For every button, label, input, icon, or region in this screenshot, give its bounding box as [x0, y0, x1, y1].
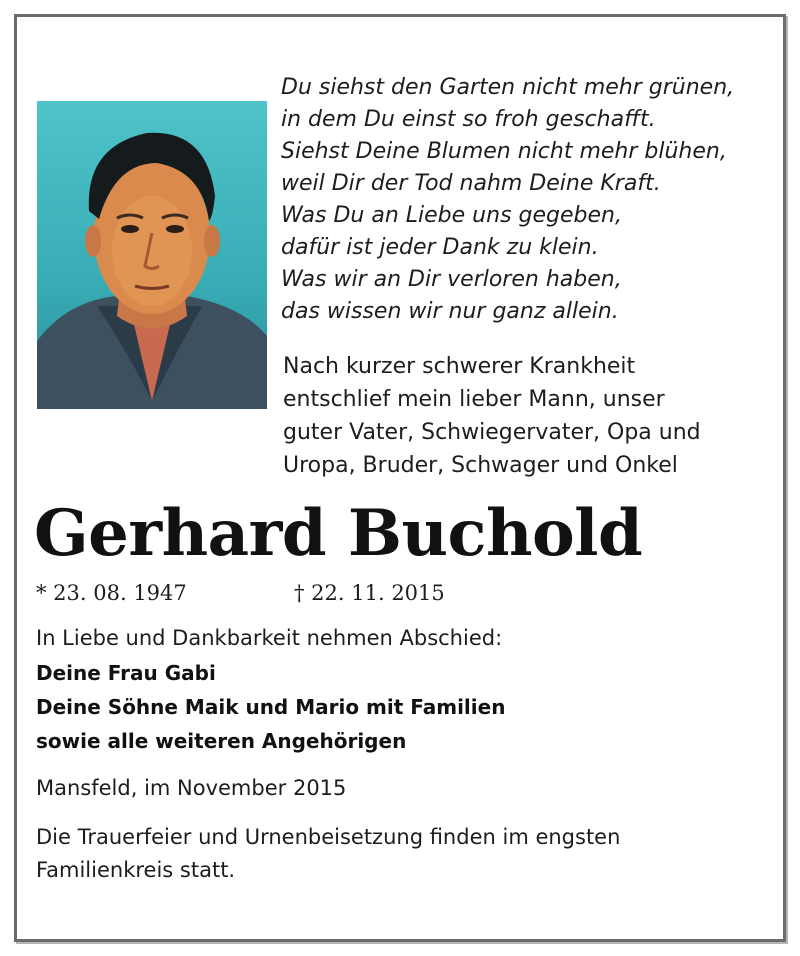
poem	[281, 72, 781, 328]
portrait-illustration	[37, 101, 267, 409]
farewell-line: In Liebe und Dankbarkeit nehmen Abschied:	[36, 626, 503, 650]
life-dates	[36, 578, 445, 608]
death-date: † 22. 11. 2015	[294, 581, 445, 605]
deceased-name: Gerhard Buchold	[34, 496, 643, 571]
poem-line: dafür ist jeder Dank zu klein.	[281, 235, 599, 260]
poem-line: Was wir an Dir verloren haben,	[281, 267, 622, 292]
announcement-line: guter Vater, Schwiegervater, Opa und	[283, 420, 701, 445]
ceremony-line: Familienkreis statt.	[36, 858, 236, 882]
place-date: Mansfeld, im November 2015	[36, 776, 347, 800]
mourner-entry: Deine Frau Gabi	[36, 661, 216, 685]
announcement-line: Uropa, Bruder, Schwager und Onkel	[283, 453, 678, 478]
poem-line: das wissen wir nur ganz allein.	[281, 299, 619, 324]
ceremony-note	[36, 821, 756, 887]
announcement-line: Nach kurzer schwerer Krankheit	[283, 354, 636, 379]
poem-line: Siehst Deine Blumen nicht mehr blühen,	[281, 139, 727, 164]
mourner-entry: Deine Söhne Maik und Mario mit Familien	[36, 695, 506, 719]
portrait-photo	[37, 101, 267, 409]
announcement-line: entschlief mein lieber Mann, unser	[283, 387, 665, 412]
poem-line: Was Du an Liebe uns gegeben,	[281, 203, 622, 228]
mourners-list	[36, 656, 505, 758]
mourner-entry: sowie alle weiteren Angehörigen	[36, 729, 407, 753]
poem-line: Du siehst den Garten nicht mehr grünen,	[281, 75, 735, 100]
ceremony-line: Die Trauerfeier und Urnenbeisetzung finden im engsten	[36, 825, 621, 849]
poem-line: in dem Du einst so froh geschafft.	[281, 107, 656, 132]
birth-date: * 23. 08. 1947	[36, 581, 187, 605]
announcement-text	[283, 350, 763, 482]
poem-line: weil Dir der Tod nahm Deine Kraft.	[281, 171, 661, 196]
